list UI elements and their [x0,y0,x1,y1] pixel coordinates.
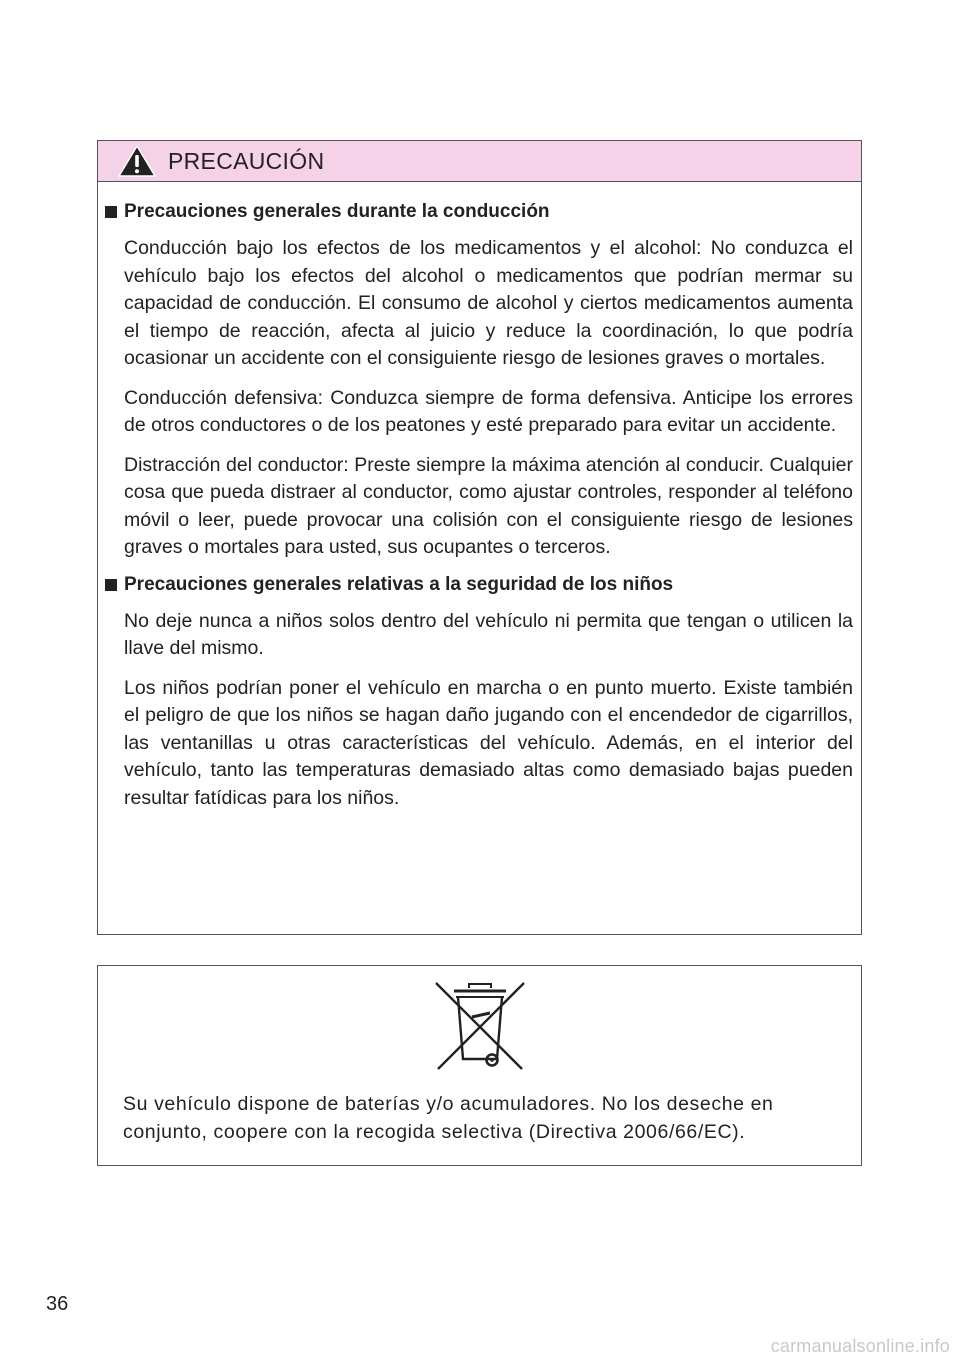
caution-title: PRECAUCIÓN [168,147,325,174]
caution-box [97,140,862,935]
section-heading-children: Precauciones generales relativas a la seguridad de los niños [104,574,853,596]
caution-header [98,141,861,182]
caution-body [98,182,861,812]
paragraph-children-alone: No deje nunca a niños solos dentro del vehículo ni permita que tengan o utilicen la llave del mismo. [124,609,853,659]
square-bullet-icon [105,206,117,218]
warning-triangle-icon [118,145,156,177]
page-number: 36 [46,1293,69,1315]
paragraph-alcohol: Conducción bajo los efectos de los medicamentos y el alcohol: No conduzca el vehículo bajo los efectos del alcohol o medicamentos que podrían mermar su capacidad de conducción. El consumo de alcohol y ciertos medicamentos aumenta el tiempo de reacción, afecta al juicio y reduce la coordinación, lo que podría ocasionar un accidente con el consiguiente riesgo de lesiones graves o mortales. [124,237,853,369]
battery-disposal-box [97,965,862,1166]
crossed-out-wheelie-bin-icon [432,980,528,1074]
paragraph-driver-distraction: Distracción del conductor: Preste siempre la máxima atención al conducir. Cualquier cosa que pueda distraer al conductor, como ajustar controles, responder al teléfono móvil o leer, puede provocar una colisión con el consiguiente riesgo de lesiones graves o mortales para usted, sus ocupantes o terceros. [124,453,853,558]
battery-disposal-text: Su vehículo dispone de baterías y/o acumuladores. No los deseche en conjunto, coopere con la recogida selectiva (Directiva 2006/66/EC). [123,1093,774,1143]
square-bullet-icon [105,579,117,591]
paragraph-defensive-driving: Conducción defensiva: Conduzca siempre de forma defensiva. Anticipe los errores de otros conductores o de los peatones y esté preparado para evitar un accidente. [124,386,853,436]
paragraph-children-dangers: Los niños podrían poner el vehículo en marcha o en punto muerto. Existe también el peligro de que los niños se hagan daño jugando con el encendedor de cigarrillos, las ventanillas u otras características del vehículo. Además, en el interior del vehículo, tanto las temperaturas demasiado altas como demasiado bajas pueden resultar fatídicas para los niños. [124,676,853,809]
section-heading-driving: Precauciones generales durante la conducción [104,201,853,223]
watermark: carmanualsonline.info [770,1336,950,1356]
